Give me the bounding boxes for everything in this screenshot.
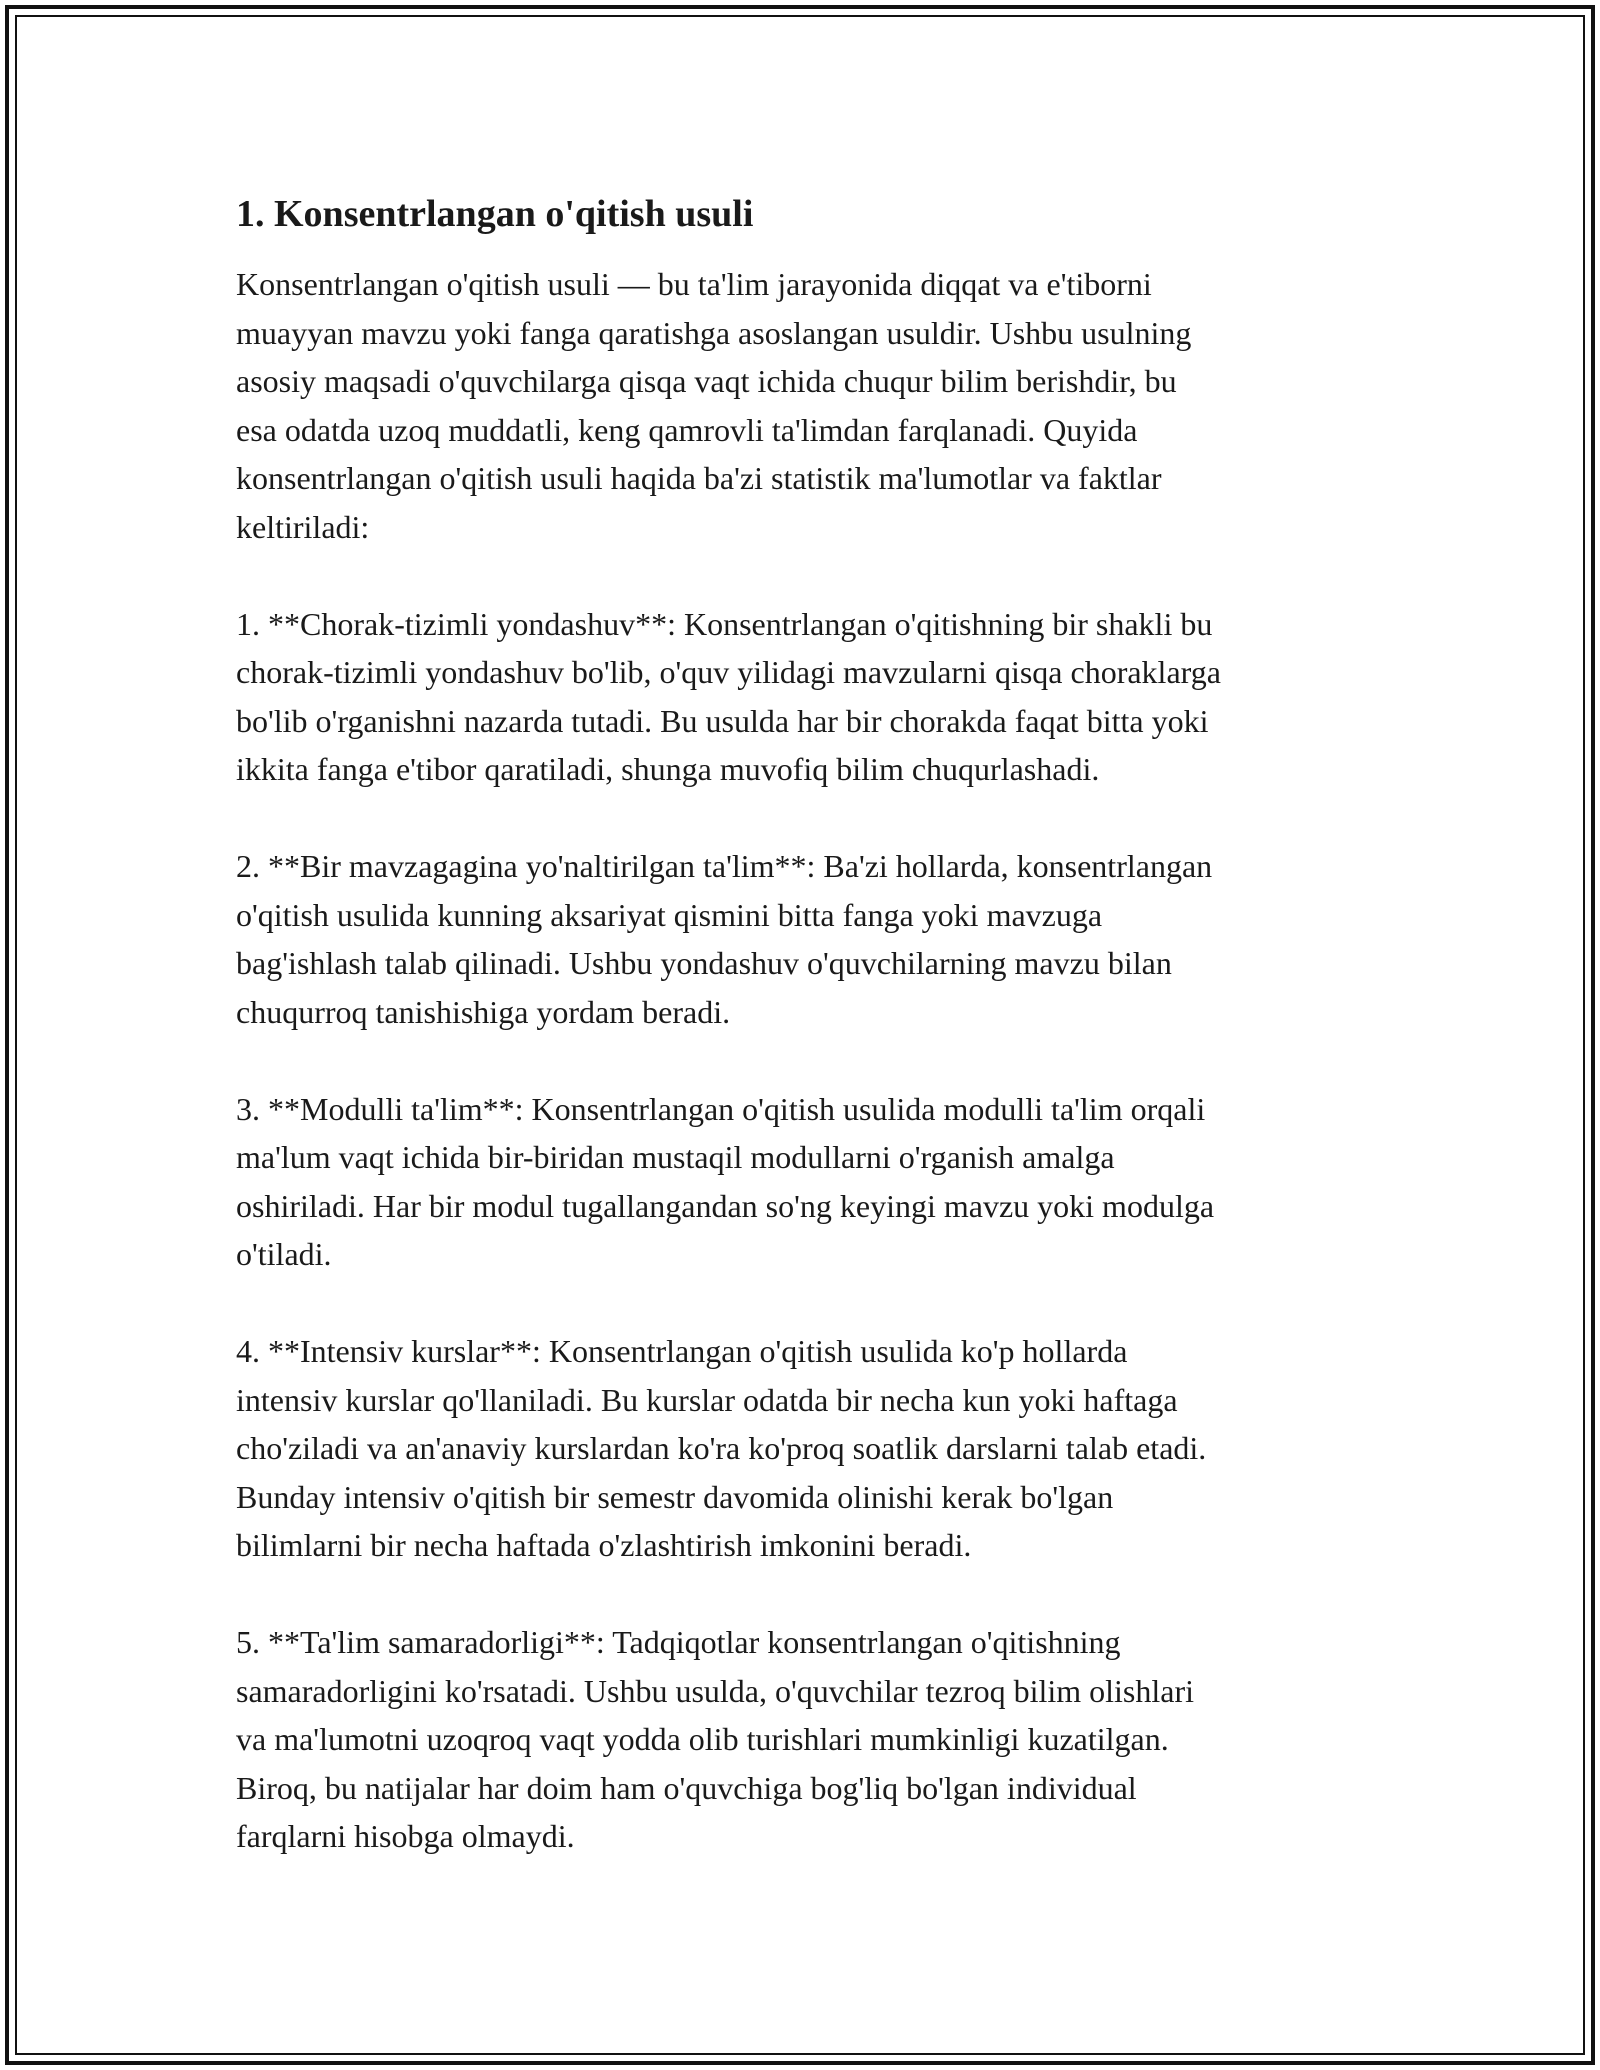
paragraph-bir-mavzagagina: 2. **Bir mavzagagina yo'naltirilgan ta'lim**: Ba'zi hollarda, konsentrlangan o'qitish usulida kunning aksariyat qismini bitta fanga yoki mavzuga bag'ishlash talab qilinadi. Ushbu yondashuv o'quvchilarning mavzu bilan chuqurroq tanishishiga yordam beradi.	[236, 848, 1213, 1030]
paragraph-chorak-tizimli: 1. **Chorak-tizimli yondashuv**: Konsentrlangan o'qitishning bir shakli bu chorak-tizimli yondashuv bo'lib, o'quv yilidagi mavzularni qisqa choraklarga bo'lib o'rganishni nazarda tutadi. Bu usulda har bir chorakda faqat bitta yoki ikkita fanga e'tibor qaratiladi, shunga muvofiq bilim chuqurlashadi.	[236, 605, 1221, 787]
paragraph-talim-samaradorligi: 5. **Ta'lim samaradorligi**: Tadqiqotlar konsentrlangan o'qitishning samaradorligini ko'rsatadi. Ushbu usulda, o'quvchilar tezroq bilim olishlari va ma'lumotni uzoqroq vaqt yodda olib turishlari mumkinligi kuzatilgan. Biroq, bu natijalar har doim ham o'quvchiga bog'liq bo'lgan individual farqlarni hisobga olmaydi.	[236, 1624, 1194, 1854]
paragraph-modulli-talim: 3. **Modulli ta'lim**: Konsentrlangan o'qitish usulida modulli ta'lim orqali ma'lum vaqt ichida bir-biridan mustaqil modullarni o'rganish amalga oshiriladi. Har bir modul tugallangandan so'ng keyingi mavzu yoki modulga o'tiladi.	[236, 1090, 1215, 1272]
intro-paragraph: Konsentrlangan o'qitish usuli — bu ta'lim jarayonida diqqat va e'tiborni muayyan mavzu yoki fanga qaratishga asoslangan usuldir. Ushbu usulning asosiy maqsadi o'quvchilarga qisqa vaqt ichida chuqur bilim berishdir, bu esa odatda uzoq muddatli, keng qamrovli ta'limdan farqlanadi. Quyida konsentrlangan o'qitish usuli haqida ba'zi statistik ma'lumotlar va faktlar keltiriladi:	[236, 266, 1192, 545]
paragraph-intensiv-kurslar: 4. **Intensiv kurslar**: Konsentrlangan o'qitish usulida ko'p hollarda intensiv kurslar qo'llaniladi. Bu kurslar odatda bir necha kun yoki haftaga cho'ziladi va an'anaviy kurslardan ko'ra ko'proq soatlik darslarni talab etadi. Bunday intensiv o'qitish bir semestr davomida olinishi kerak bo'lgan bilimlarni bir necha haftada o'zlashtirish imkonini beradi.	[236, 1333, 1207, 1563]
document-body	[236, 186, 1376, 1909]
document-title: 1. Konsentrlangan o'qitish usuli	[236, 193, 754, 235]
